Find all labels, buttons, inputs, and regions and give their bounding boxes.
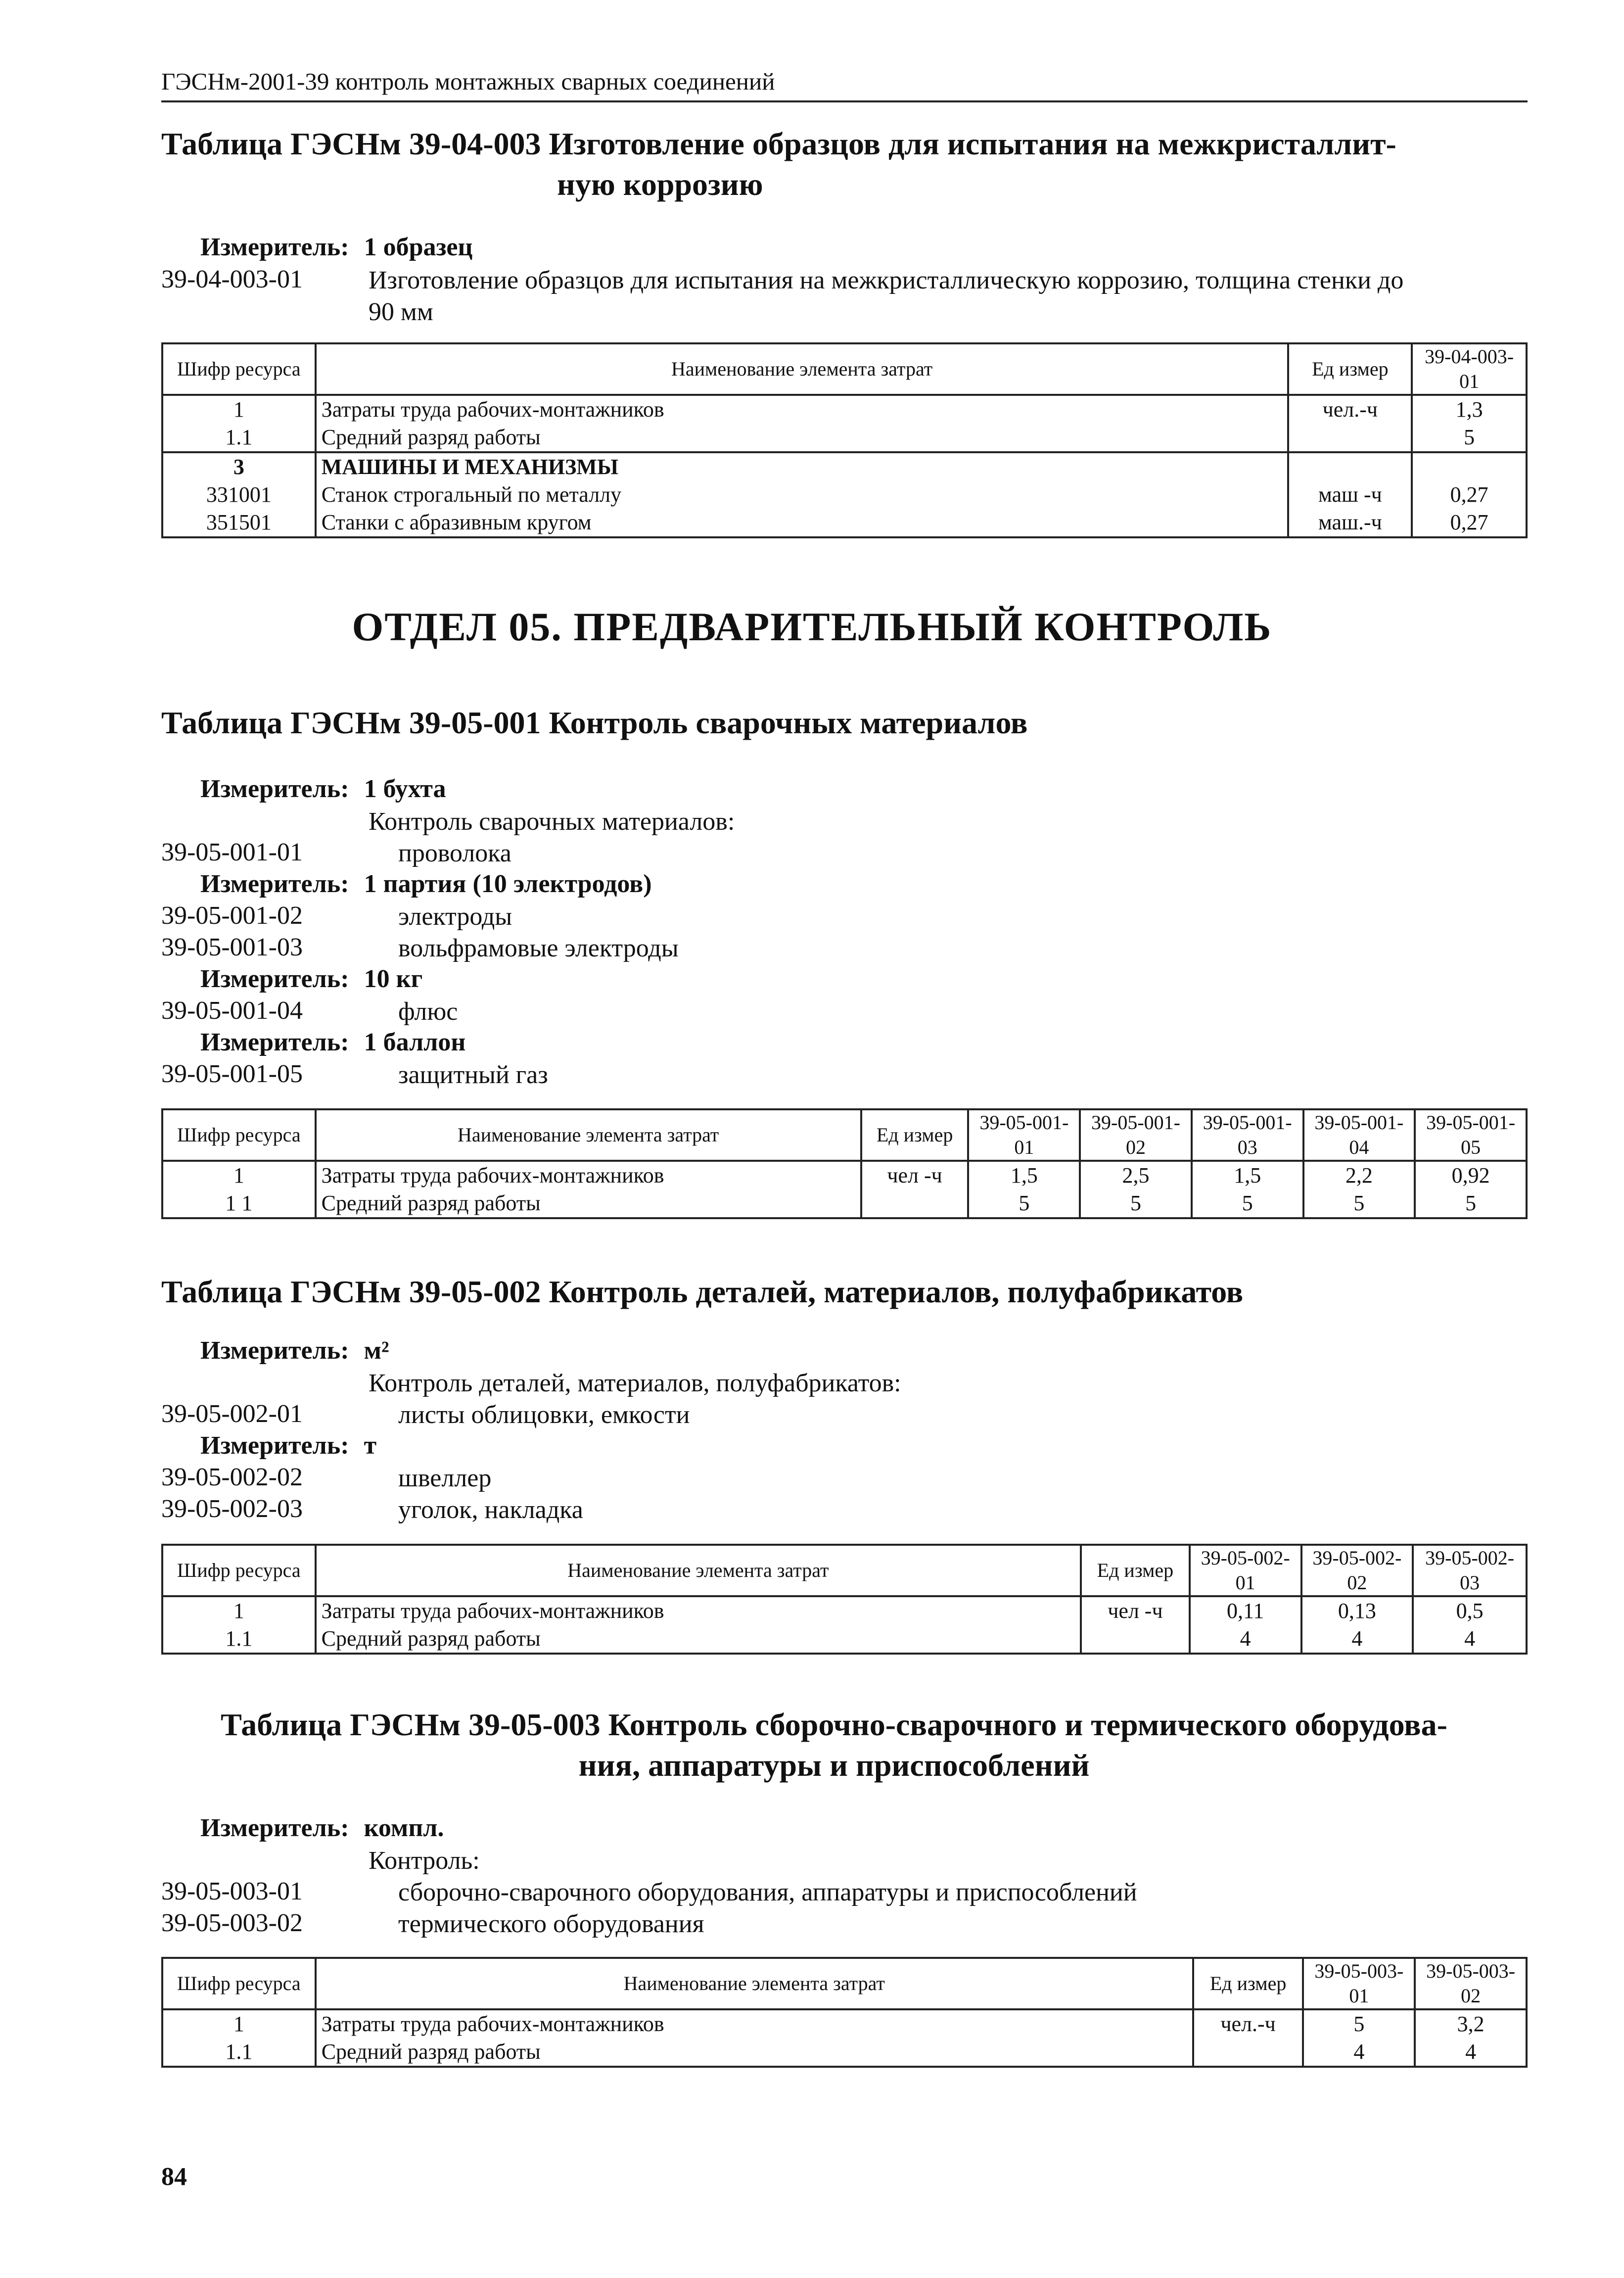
measure-line [200,233,472,262]
table-row [162,424,1527,452]
cell-value: 3,2 [1415,2009,1527,2038]
column-header-norm: 39-05-001-02 [1080,1109,1192,1161]
column-header-norm: 39-05-003-02 [1415,1958,1527,2009]
item-code: 39-05-002-02 [161,1463,303,1491]
cell-value: 4 [1190,1625,1301,1654]
cell-value: 0,27 [1412,481,1527,509]
table-row [162,395,1527,424]
cell-value: 0,27 [1412,509,1527,537]
cell-value: 5 [1080,1189,1192,1218]
table-header-row [162,1958,1527,2009]
cell-name: Затраты труда рабочих-монтажников [316,395,1289,424]
measure-value: компл. [364,1814,444,1842]
table-row [162,452,1527,481]
resource-table-39-05-001 [161,1108,1528,1219]
cell-value: 2,2 [1303,1161,1415,1189]
cell-name: Затраты труда рабочих-монтажников [316,1161,861,1189]
table-header-row [162,1545,1527,1596]
column-header-norm: 39-05-001-01 [968,1109,1080,1161]
cell-name: Средний разряд работы [316,1189,861,1218]
column-header-name: Наименование элемента затрат [316,1109,861,1161]
cell-value: 0,11 [1190,1596,1301,1625]
item-text-1: Изготовление образцов для испытания на межкристаллическую коррозию, толщина стенки до [369,266,1404,294]
table-header-row [162,343,1527,395]
column-header-norm: 39-05-003-01 [1303,1958,1415,2009]
table-title-39-04-003 [161,124,1507,205]
measure-value: 1 бухта [364,775,446,803]
table-row [162,1625,1527,1654]
header-rule [161,100,1528,102]
cell-code: 1 [162,1161,316,1189]
item-description: сборочно-сварочного оборудования, аппаратуры и приспособлений [398,1878,1137,1906]
cell-unit [1193,2038,1303,2067]
cell-unit [1288,424,1412,452]
cell-name: Средний разряд работы [316,424,1289,452]
item-description: вольфрамовые электроды [398,934,679,962]
item-description: электроды [398,902,512,931]
cell-value [1412,452,1527,481]
resource-table-39-05-003 [161,1957,1528,2068]
measure-value: 1 образец [364,233,473,261]
column-header-norm: 39-05-002-01 [1190,1545,1301,1596]
cell-value: 0,5 [1413,1596,1527,1625]
item-code: 39-05-002-01 [161,1400,303,1428]
cell-unit: маш.-ч [1288,509,1412,537]
measure-line [200,1813,444,1843]
column-header-name: Наименование элемента затрат [316,1545,1081,1596]
table-row [162,509,1527,537]
item-description: листы облицовки, емкости [398,1401,690,1429]
cell-unit [1288,452,1412,481]
column-header-norm: 39-05-002-02 [1301,1545,1413,1596]
cell-value: 5 [1415,1189,1527,1218]
measure-label: Измеритель: [200,1814,349,1842]
item-code: 39-05-003-01 [161,1877,303,1905]
cell-unit [1081,1625,1190,1654]
table-row [162,1161,1527,1189]
cell-value: 5 [968,1189,1080,1218]
cell-value: 2,5 [1080,1161,1192,1189]
item-code: 39-05-001-02 [161,902,303,930]
item-description: проволока [398,839,511,867]
cell-value: 0,92 [1415,1161,1527,1189]
column-header-norm: 39-05-001-03 [1192,1109,1303,1161]
table-row [162,481,1527,509]
group-heading: Контроль деталей, материалов, полуфабрикатов: [369,1369,901,1397]
measure-value: м² [364,1336,389,1365]
cell-value: 4 [1413,1625,1527,1654]
column-header-unit: Ед измер [1193,1958,1303,2009]
measure-label: Измеритель: [200,1336,349,1365]
column-header-norm: 39-05-001-04 [1303,1109,1415,1161]
item-description: швеллер [398,1464,492,1492]
cell-value: 1,5 [1192,1161,1303,1189]
title-line-1: Таблица ГЭСНм 39-04-003 Изготовление образцов для испытания на межкристаллит- [161,126,1396,161]
cell-code: 1 [162,395,316,424]
table-row [162,2038,1527,2067]
cell-name: Средний разряд работы [316,2038,1193,2067]
item-description [369,265,1521,328]
cell-code: 1 [162,2009,316,2038]
cell-value: 5 [1303,1189,1415,1218]
page-number: 84 [161,2163,187,2191]
cell-unit: чел -ч [861,1161,969,1189]
table-row [162,1596,1527,1625]
column-header-unit: Ед измер [1081,1545,1190,1596]
cell-code: 1 [162,1596,316,1625]
cell-unit: чел.-ч [1288,395,1412,424]
cell-value: 5 [1192,1189,1303,1218]
column-header-unit: Ед измер [861,1109,969,1161]
cell-unit: маш -ч [1288,481,1412,509]
cell-value: 5 [1412,424,1527,452]
table-row [162,1189,1527,1218]
cell-code: 1.1 [162,2038,316,2067]
measure-value: 1 баллон [364,1028,466,1056]
item-description: защитный газ [398,1061,548,1089]
cell-value: 4 [1301,1625,1413,1654]
cell-code: 1.1 [162,1625,316,1654]
cell-name: Затраты труда рабочих-монтажников [316,1596,1081,1625]
column-header-unit: Ед измер [1288,343,1412,395]
cell-value: 4 [1415,2038,1527,2067]
column-header-norm: 39-05-001-05 [1415,1109,1527,1161]
measure-label: Измеритель: [200,965,349,993]
cell-value: 1,5 [968,1161,1080,1189]
cell-value: 1,3 [1412,395,1527,424]
item-code: 39-05-001-01 [161,838,303,866]
measure-label: Измеритель: [200,1028,349,1056]
measure-label: Измеритель: [200,1431,349,1460]
resource-table-39-05-002 [161,1544,1528,1655]
cell-code: 331001 [162,481,316,509]
measure-line [200,1431,376,1460]
cell-value: 0,13 [1301,1596,1413,1625]
measure-line [200,1028,465,1057]
measure-label: Измеритель: [200,870,349,898]
table-row [162,2009,1527,2038]
item-description: уголок, накладка [398,1496,583,1524]
group-heading: Контроль сварочных материалов: [369,807,735,836]
measure-line [200,869,652,899]
cell-unit: чел -ч [1081,1596,1190,1625]
cell-name: МАШИНЫ И МЕХАНИЗМЫ [316,452,1289,481]
table-title-39-05-002: Таблица ГЭСНм 39-05-002 Контроль деталей, материалов, полуфабрикатов [161,1274,1244,1309]
item-description: термического оборудования [398,1910,704,1938]
measure-line [200,1336,389,1365]
title-line-2: ную коррозию [557,167,763,202]
item-code: 39-05-001-04 [161,997,303,1025]
item-text-2: 90 мм [369,298,433,326]
title-line-1: Таблица ГЭСНм 39-05-003 Контроль сборочно-сварочного и термического оборудова- [221,1707,1447,1742]
measure-line [200,774,446,804]
item-description: флюс [398,997,458,1026]
item-code: 39-04-003-01 [161,265,303,293]
column-header-name: Наименование элемента затрат [316,1958,1193,2009]
cell-name: Станки с абразивным кругом [316,509,1289,537]
measure-value: т [364,1431,377,1460]
measure-label: Измеритель: [200,233,349,261]
item-code: 39-05-002-03 [161,1495,303,1523]
cell-unit: чел.-ч [1193,2009,1303,2038]
column-header-code: Шифр ресурса [162,1545,316,1596]
cell-unit [861,1189,969,1218]
cell-code: 351501 [162,509,316,537]
running-header: ГЭСНм-2001-39 контроль монтажных сварных соединений [161,68,775,95]
title-line-2: ния, аппаратуры и приспособлений [578,1748,1090,1783]
cell-code: 1 1 [162,1189,316,1218]
cell-code: 1.1 [162,424,316,452]
column-header-code: Шифр ресурса [162,343,316,395]
resource-table-39-04-003 [161,342,1528,538]
item-code: 39-05-001-03 [161,933,303,961]
cell-value: 4 [1303,2038,1415,2067]
cell-name: Средний разряд работы [316,1625,1081,1654]
measure-value: 1 партия (10 электродов) [364,870,652,898]
cell-name: Затраты труда рабочих-монтажников [316,2009,1193,2038]
item-code: 39-05-003-02 [161,1909,303,1937]
column-header-norm: 39-04-003-01 [1412,343,1527,395]
measure-line [200,964,422,994]
group-heading: Контроль: [369,1847,480,1875]
cell-code: 3 [162,452,316,481]
cell-name: Станок строгальный по металлу [316,481,1289,509]
table-header-row [162,1109,1527,1161]
measure-label: Измеритель: [200,775,349,803]
column-header-code: Шифр ресурса [162,1958,316,2009]
item-code: 39-05-001-05 [161,1060,303,1088]
column-header-name: Наименование элемента затрат [316,343,1289,395]
cell-value: 5 [1303,2009,1415,2038]
column-header-code: Шифр ресурса [162,1109,316,1161]
measure-value: 10 кг [364,965,423,993]
table-title-39-05-003 [161,1705,1507,1786]
column-header-norm: 39-05-002-03 [1413,1545,1527,1596]
table-title-39-05-001: Таблица ГЭСНм 39-05-001 Контроль сварочных материалов [161,705,1028,740]
section-title: ОТДЕЛ 05. ПРЕДВАРИТЕЛЬНЫЙ КОНТРОЛЬ [352,604,1272,649]
